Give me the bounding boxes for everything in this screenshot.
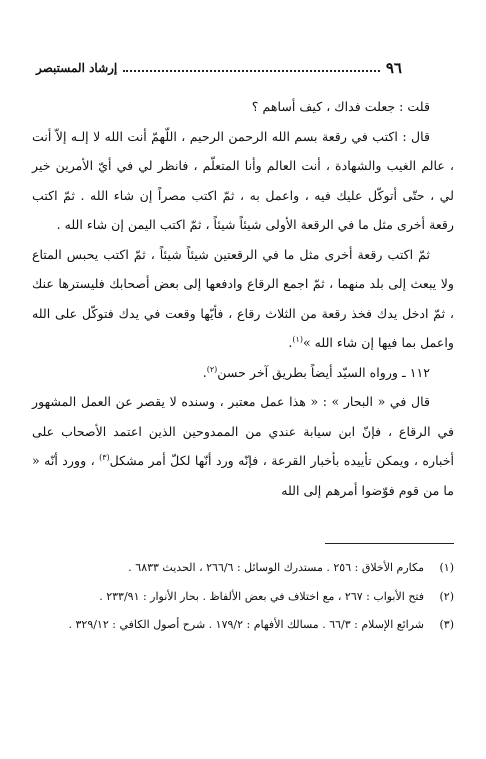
footnote-ref-3[interactable]: (٣) — [99, 452, 110, 462]
paragraph-text: قال في « البحار » : « هذا عمل معتبر ، وسنده لا يقصر عن العمل المشهور في الرقاع ، فإنّ ابن سيابة عندي من الممدوحين الذين اعتمد الأصحاب على أخباره ، ويمكن تأييده بأخبار القرعة ، فإنّه ورد أنّها لكلّ أمر مشكل — [32, 394, 454, 468]
footnote-number: (١) — [439, 561, 454, 574]
paragraph-question: قلت : جعلت فداك ، كيف أساهم ؟ — [251, 99, 430, 114]
footnote-number: (٣) — [439, 618, 454, 631]
paragraph-text: ثمّ اكتب رقعة أخرى مثل ما في الرقعتين شيئاً شيئاً ، ثمّ اكتب يحبس المتاع ولا يبعث إلى بلد منهما ، ثمّ اجمع الرقاع وادفعها إلى بعض أصحابك فليسترها عنك ، ثمّ ادخل يدك فخذ رقعة من الثلاث رقاع ، فأيّها وقعت في يدك فتوكّل على الله واعمل بما فيها إن شاء الله » — [32, 246, 454, 350]
paragraph-end: . — [288, 335, 293, 350]
header-leader-dots — [123, 70, 380, 72]
paragraph-bihar-quote — [32, 387, 454, 505]
paragraph-text: ١١٢ ـ ورواه السيّد أيضاً بطريق آخر حسن — [217, 364, 430, 380]
footnote-3 — [32, 614, 454, 636]
paragraph-answer: قال : اكتب في رقعة بسم الله الرحمن الرحيم ، اللّهمّ أنت الله لا إلـه إلاّ أنت ، عالم الغيب والشهادة ، أنت العالم وأنا المتعلّم ، فانظر لي في أيّ الأمرين خير لي ، حتّى أتوكّل عليك فيه ، واعمل به ، ثمّ اكتب مصراً إن شاء الله . ثمّ اكتب رقعة أخرى مثل ما في الرقعة الأولى شيئاً شيئاً ، ثمّ اكتب اليمن إن شاء الله . — [32, 128, 454, 232]
page-number: ٩٦ — [385, 59, 402, 77]
footnote-text: شرائع الإسلام : ٦٦/٣ . مسالك الأفهام : ١٧٩/٢ . شرح أصول الكافي : ٣٢٩/١٢ . — [68, 618, 424, 631]
page-header — [36, 58, 402, 78]
footnote-1 — [32, 557, 454, 579]
paragraph-end: ، وورد أنّه « ما من قوم فوّضوا أمرهم إلى الله — [32, 453, 454, 498]
footnote-text: مكارم الأخلاق : ٢٥٦ . مستدرك الوسائل : ٢٦٦/٦ ، الحديث ٦٨٣٣ . — [128, 561, 424, 574]
footnote-2 — [32, 586, 454, 608]
paragraph-third-ruqa — [32, 240, 454, 358]
footnote-text: فتح الأبواب : ٢٦٧ ، مع اختلاف في بعض الألفاظ . بحار الأنوار : ٢٣٣/٩١ . — [99, 589, 424, 603]
running-title: إرشاد المستبصر — [36, 61, 118, 75]
footnote-ref-2[interactable]: (٢) — [206, 364, 218, 374]
footnote-separator — [325, 543, 454, 544]
footnote-number: (٢) — [439, 589, 454, 603]
footnotes — [32, 557, 454, 643]
paragraph-end: . — [202, 364, 207, 380]
footnote-ref-1[interactable]: (١) — [292, 334, 303, 344]
main-text — [32, 92, 454, 505]
paragraph-hadith-112 — [32, 358, 454, 388]
